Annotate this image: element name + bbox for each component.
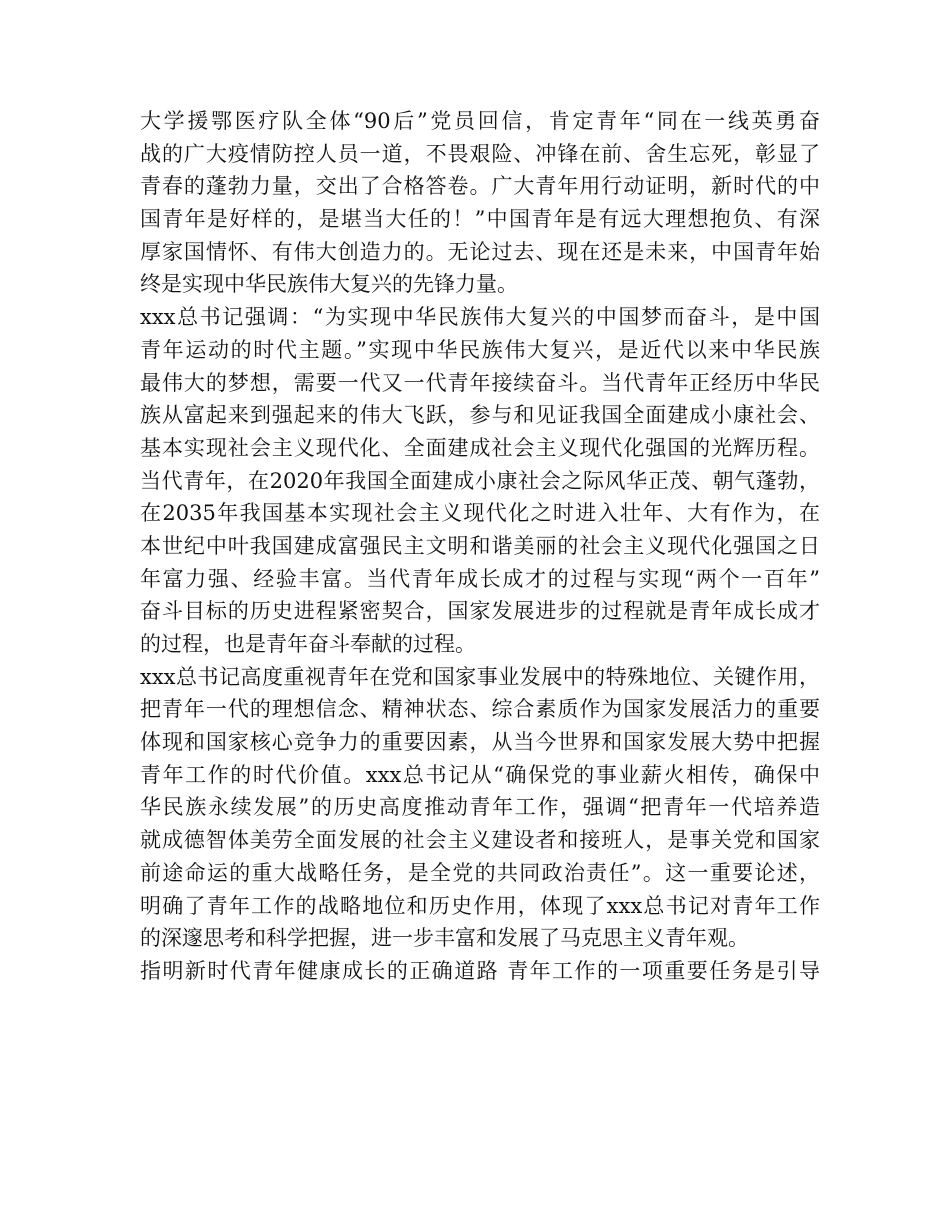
text-line: 战的广大疫情防控人员一道，不畏艰险、冲锋在前、舍生忘死，彰显了 [140, 141, 820, 166]
text-line: 明确了青年工作的战略地位和历史作用，体现了xxx总书记对青年工作 [140, 893, 820, 918]
text-line: 本世纪中叶我国建成富强民主文明和谐美丽的社会主义现代化强国之日 [140, 533, 820, 558]
text-line: 体现和国家核心竞争力的重要因素，从当今世界和国家发展大势中把握 [140, 730, 820, 755]
text-line: 大学援鄂医疗队全体“90后”党员回信，肯定青年“同在一线英勇奋 [140, 109, 820, 133]
text-line: 指明新时代青年健康成长的正确道路 青年工作的一项重要任务是引导 [140, 958, 820, 983]
text-line: 最伟大的梦想，需要一代又一代青年接续奋斗。当代青年正经历中华民 [140, 370, 820, 395]
text-line: 华民族永续发展”的历史高度推动青年工作，强调“把青年一代培养造 [140, 795, 820, 820]
text-line: 的深邃思考和科学把握，进一步丰富和发展了马克思主义青年观。 [140, 926, 749, 951]
text-line: 把青年一代的理想信念、精神状态、综合素质作为国家发展活力的重要 [140, 697, 820, 722]
text-line: 年富力强、经验丰富。当代青年成长成才的过程与实现“两个一百年” [140, 566, 820, 591]
text-line: 青年运动的时代主题。”实现中华民族伟大复兴，是近代以来中华民族 [140, 337, 820, 362]
text-line: 当代青年，在2020年我国全面建成小康社会之际风华正茂、朝气蓬勃， [140, 468, 820, 493]
text-line: 就成德智体美劳全面发展的社会主义建设者和接班人，是事关党和国家 [140, 828, 820, 853]
text-line: 青春的蓬勃力量，交出了合格答卷。广大青年用行动证明，新时代的中 [140, 174, 820, 199]
text-line: 族从富起来到强起来的伟大飞跃，参与和见证我国全面建成小康社会、 [140, 403, 820, 428]
text-line: 青年工作的时代价值。xxx总书记从“确保党的事业薪火相传，确保中 [140, 762, 820, 787]
text-line: 前途命运的重大战略任务，是全党的共同政治责任”。这一重要论述， [140, 860, 820, 885]
text-line: 的过程，也是青年奋斗奉献的过程。 [140, 632, 476, 656]
document-body [140, 105, 820, 988]
text-line: 基本实现社会主义现代化、全面建成社会主义现代化强国的光辉历程。 [140, 435, 820, 460]
text-line: 终是实现中华民族伟大复兴的先锋力量。 [140, 272, 518, 297]
text-line: xxx总书记高度重视青年在党和国家事业发展中的特殊地位、关键作用， [140, 664, 820, 689]
text-line: xxx总书记强调：“为实现中华民族伟大复兴的中国梦而奋斗，是中国 [140, 305, 820, 330]
text-line: 在2035年我国基本实现社会主义现代化之时进入壮年、大有作为，在 [140, 501, 820, 526]
text-line: 国青年是好样的，是堪当大任的！”中国青年是有远大理想抱负、有深 [140, 207, 820, 232]
text-line: 厚家国情怀、有伟大创造力的。无论过去、现在还是未来，中国青年始 [140, 239, 820, 264]
text-line: 奋斗目标的历史进程紧密契合，国家发展进步的过程就是青年成长成才 [140, 599, 820, 624]
